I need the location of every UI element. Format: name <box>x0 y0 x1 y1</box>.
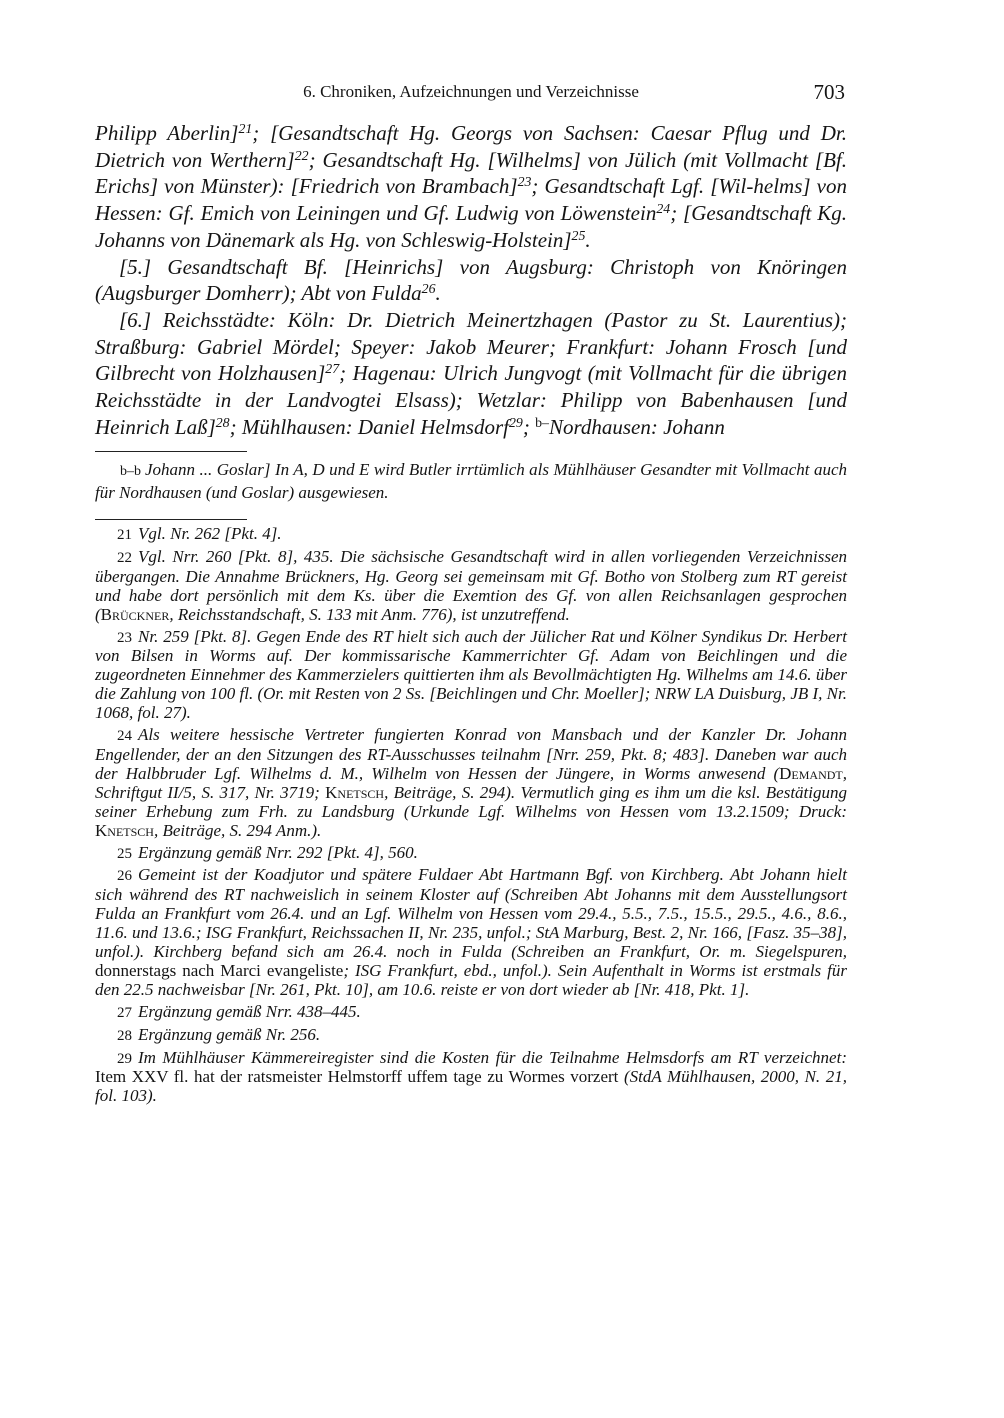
footnote-28 <box>95 1026 847 1046</box>
footnote-text: , Schriftgut II/5, S. 317, Nr. 3719; <box>95 763 847 802</box>
document-page <box>95 0 847 1418</box>
paragraph-imperial-cities <box>95 307 847 441</box>
footnote-ref-26: 26 <box>421 281 436 297</box>
paragraph-augsburg <box>95 254 847 307</box>
footnote-number: 27 <box>117 1004 132 1021</box>
footnote-text: Als weitere hessische Vertreter fungierten Konrad von Mansbach und der Kanzler Dr. Johann Engellender, der an den Sitzungen des RT-Ausschusses teilnahm [Nrr. 259, Pkt. 8; 483]. Daneben war auch der Halbbruder Lgf. Wilhelms d. M., Wilhelm von Hessen der Jüngere, in Worms anwesend ( <box>95 725 847 783</box>
footnote-26 <box>95 866 847 999</box>
footnote-text: Ergänzung gemäß Nr. 256. <box>138 1024 321 1044</box>
text-run: ; Mühlhausen: Daniel Helmsdorf <box>229 414 509 439</box>
footnotes <box>95 525 847 1109</box>
footnote-ref-24: 24 <box>656 201 671 217</box>
page-number: 703 <box>813 80 845 104</box>
footnote-number: 29 <box>117 1050 132 1067</box>
variant-mark: b– <box>535 414 549 430</box>
footnote-number: 28 <box>117 1027 132 1044</box>
variant-note-rule <box>95 451 247 452</box>
footnote-ref-21: 21 <box>238 121 253 137</box>
footnote-text: Ergänzung gemäß Nrr. 292 [Pkt. 4], 560. <box>138 842 418 862</box>
text-run: Nordhausen: Johann <box>548 414 725 439</box>
text-run: ; <box>522 414 536 439</box>
text-run: Philipp Aberlin] <box>95 121 239 145</box>
footnote-ref-28: 28 <box>215 414 230 430</box>
footnote-text: Im Mühlhäuser Kämmereiregister sind die Kosten für die Teilnahme Helmsdorfs am RT verzeichnet: <box>138 1047 847 1067</box>
footnote-22 <box>95 548 847 625</box>
footnote-text: Vgl. Nr. 262 [Pkt. 4]. <box>138 524 282 543</box>
text-run: [6.] Reichsstädte: Köln: Dr. Dietrich Meinertzhagen (Pastor zu St. Laurentius); Straßburg: Gabriel Mördel; Speyer: Jakob Meurer; Frankfurt: Johann Frosch [und Gilbrecht von Holzhausen] <box>95 307 847 386</box>
footnote-23 <box>95 628 847 724</box>
text-run: ; Gesandtschaft Hg. [Wilhelms] von Jülich (mit Vollmacht [Bf. Erichs] von Münster): [Friedrich von Brambach] <box>95 147 847 199</box>
footnote-text: , Reichsstandschaft, S. 133 mit Anm. 776), ist unzutreffend. <box>169 604 570 624</box>
variant-note-marker: b–b <box>120 464 141 479</box>
author-name: Demandt <box>779 763 843 783</box>
text-run: ; Gesandtschaft Lgf. [Wil-helms] von Hessen: Gf. Emich von Leiningen und Gf. Ludwig von Löwenstein <box>95 174 847 226</box>
author-name: Knetsch <box>95 820 154 840</box>
variant-note-text: Johann ... Goslar] In A, D und E wird Butler irrtümlich als Mühlhäuser Gesandter mit Vollmacht auch für Nordhausen (und Goslar) ausgewiesen. <box>95 460 847 502</box>
variant-note <box>95 459 847 503</box>
footnote-ref-22: 22 <box>294 147 309 163</box>
footnote-number: 26 <box>117 868 132 885</box>
footnote-29 <box>95 1049 847 1107</box>
footnote-rule <box>95 519 247 520</box>
footnote-text: (StdA Mühlhausen, 2000, N. 21, fol. 103). <box>95 1067 847 1106</box>
footnote-text: Gemeint ist der Koadjutor und spätere Fuldaer Abt Hartmann Bgf. von Kirchberg. Abt Johann hielt sich während des RT nachweislich in seinem Kloster auf (Schreiben Abt Johanns mit dem Ausstellungsort Fulda an Frankfurt vom 26.4. und an Lgf. Wilhelm von Hessen vom 29.4., 5.5., 7.5., 15.5., 29.5., 4.6., 8.6., 11.6. und 13.6.; ISG Frankfurt, Reichssachen II, Nr. 235, unfol.; StA Marburg, Best. 2, Nr. 166, [Fasz. 35–38], unfol.). Kirchberg befand sich am 26.4. noch in Fulda (Schreiben an Frankfurt, Or. m. Siegelspuren, <box>95 865 847 962</box>
footnote-21 <box>95 525 847 545</box>
footnote-text: , Beiträge, S. 294). Vermutlich ging es ihm um die ksl. Bestätigung seiner Erhebung zum Frh. zu Landsburg (Urkunde Lgf. Wilhelms von Hessen vom 13.2.1509; Druck: <box>95 782 847 821</box>
quoted-source-text: donnerstags nach Marci evangeliste <box>95 960 344 980</box>
footnote-ref-23: 23 <box>517 174 532 190</box>
footnote-ref-29: 29 <box>509 414 523 430</box>
text-run: ; Hagenau: Ulrich Jungvogt (mit Vollmacht für die übrigen Reichsstädte in der Landvogtei Elsass); Wetzlar: Philipp von Babenhausen [und Heinrich Laß] <box>95 361 847 439</box>
footnote-number: 25 <box>117 845 132 862</box>
text-run: ; [Gesandtschaft Kg. Johanns von Dänemark als Hg. von Schleswig-Holstein] <box>95 201 847 252</box>
footnote-ref-25: 25 <box>571 227 586 243</box>
author-name: Brückner <box>100 604 170 624</box>
footnote-number: 24 <box>117 728 132 745</box>
footnote-number: 22 <box>117 549 132 566</box>
running-title: 6. Chroniken, Aufzeichnungen und Verzeichnisse <box>303 82 639 101</box>
footnote-ref-27: 27 <box>325 361 340 377</box>
author-name: Knetsch <box>325 782 385 802</box>
footnote-text: Vgl. Nrr. 260 [Pkt. 8], 435. Die sächsische Gesandtschaft wird in allen vorliegenden Verzeichnissen übergangen. Die Annahme Brückners, Hg. Georg sei gemeinsam mit Gf. Botho von Stolberg zum RT gereist und habe dort persönlich mit dem Ks. über die Exemtion des Gf. von allen Reichsanlagen gesprochen ( <box>95 546 847 624</box>
footnote-text: Ergänzung gemäß Nrr. 438–445. <box>138 1001 361 1021</box>
footnote-text: Nr. 259 [Pkt. 8]. Gegen Ende des RT hielt sich auch der Jülicher Rat und Kölner Syndikus Dr. Herbert von Bilsen in Worms auf. Der kommissarische Kammerrichter Gf. Adam von Beichlingen und die zugeordneten Einnehmer des Kammerzielers quittierten ihm als Bevollmächtigten Hg. Wilhelms am 14.6. über die Zahlung von 100 fl. (Or. mit Resten von 2 Ss. [Beichlingen und Chr. Moeller]; NRW LA Duisburg, JB I, Nr. 1068, fol. 27). <box>95 626 847 723</box>
footnote-text: ; ISG Frankfurt, ebd., unfol.). Sein Aufenthalt in Worms ist erstmals für den 22.5 nachweisbar [Nr. 261, Pkt. 10], am 10.6. reiste er von dort wieder ab [Nr. 418, Pkt. 1]. <box>95 960 847 999</box>
text-run: . <box>435 281 441 306</box>
text-run: . <box>585 227 591 252</box>
footnote-number: 21 <box>117 527 132 543</box>
footnote-number: 23 <box>117 629 132 646</box>
text-run: ; [Gesandtschaft Hg. Georgs von Sachsen: Caesar Pflug und Dr. Dietrich von Werthern] <box>95 121 847 172</box>
footnote-24 <box>95 726 847 840</box>
main-text <box>95 120 847 440</box>
paragraph-embassies <box>95 120 847 254</box>
footnote-27 <box>95 1003 847 1023</box>
page-header <box>95 80 847 106</box>
text-run: [5.] Gesandtschaft Bf. [Heinrichs] von Augsburg: Christoph von Knöringen (Augsburger Domherr); Abt von Fulda <box>95 254 847 306</box>
quoted-source-text: Item XXV fl. hat der ratsmeister Helmstorff uffem tage zu Wormes vorzert <box>95 1067 619 1087</box>
footnote-25 <box>95 844 847 864</box>
footnote-text: , Beiträge, S. 294 Anm.). <box>153 820 322 840</box>
